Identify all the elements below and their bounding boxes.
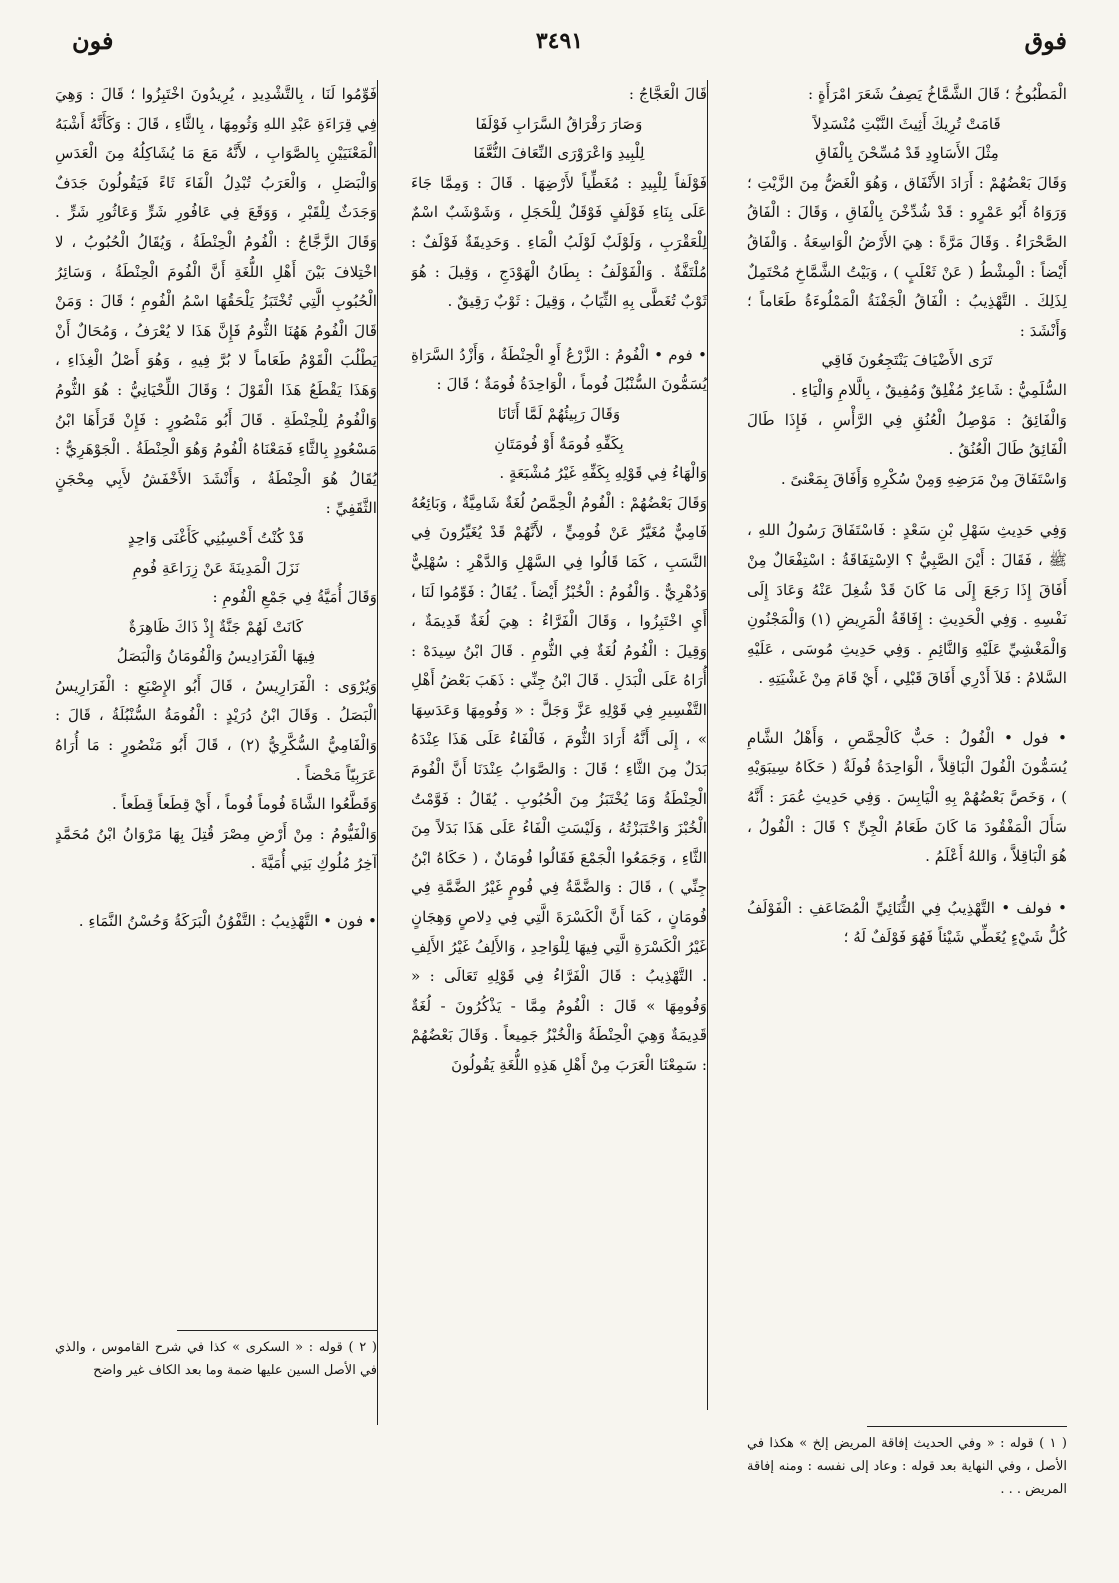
footnote-left: ( ٢ ) قوله : « السكرى » كذا في شرح القاموس ، والذي في الأصل السين عليها ضمة وما بعد الكاف غير واضح bbox=[55, 1340, 377, 1378]
column-left bbox=[55, 80, 377, 1290]
paragraph: وَفِي حَدِيثِ سَهْلِ بْنِ سَعْدٍ : فَاسْتَفَاقَ رَسُولُ اللهِ ، ﷺ ، فَقَالَ : أَيْنَ الصَّبِيُّ ؟ الاِسْتِفَاقَةُ : اسْتِفْعَالٌ مِنْ أَفَاقَ إِذَا رَجَعَ إِلَى مَا كَانَ قَدْ شُغِلَ عَنْهُ وَعَادَ إِلَى نَفْسِهِ . وَفِي الْحَدِيثِ : إِفَاقَةُ الْمَرِيضِ (١) وَالْمَجْنُونِ وَالْمَغْشِيِّ عَلَيْهِ وَالنَّائِمِ . وَفِي حَدِيثِ مُوسَى ، عَلَيْهِ السَّلامُ : فَلاَ أَدْرِي أَفَاقَ قَبْلِي ، أَيْ قَامَ مِنْ غَشْيَتِهِ . bbox=[747, 521, 1067, 688]
verse-line: فِيهَا الْفَرَادِيسُ وَالْفُومَانُ وَالْبَصَلُ bbox=[116, 647, 316, 666]
paragraph: وَيُرْوَى : الْفَرَارِيسُ ، قَالَ أَبُو الإِصْبَعِ : الْفَرَارِيسُ الْبَصَلُ . وَقَالَ ابْنُ دُرَيْدٍ : الْفُومَةُ السُّنْبُلَةُ ، قَالَ : وَالْفَامِيُّ السُّكَّرِيُّ (٢) ، قَالَ أَبُو مَنْصُورٍ : مَا أُرَاهُ عَرَبِيّاً مَحْضاً . bbox=[55, 676, 377, 784]
column-right bbox=[747, 80, 1067, 1410]
footnote-rule-right bbox=[867, 1426, 1067, 1427]
column-divider-left bbox=[377, 80, 378, 1425]
footnote-right: ( ١ ) قوله : « وفي الحديث إفاقة المريض إلخ » هكذا في الأصل ، وفي النهاية بعد قوله : وعاد إلى نفسه : ومنه إفاقة المريض . . . bbox=[747, 1436, 1067, 1497]
paragraph: الْمَطْبُوخُ ؛ قَالَ الشَّمَّاخُ يَصِفُ شَعَرَ امْرَأَةٍ : bbox=[807, 85, 1067, 103]
paragraph: وَقَطَّعُوا الشَّاةَ فُوماً فُوماً ، أَيْ قِطَعاً قِطَعاً . bbox=[112, 795, 377, 814]
verse-line: تَرَى الأَضْيَافَ يَنْتَجِعُونَ فَاقِي bbox=[821, 351, 993, 370]
page-number: ٣٤٩١ bbox=[535, 28, 584, 54]
verse-line: لِلْبِيدِ وَاعْرَوْرَى النِّعَافَ النُّعَّفَا bbox=[473, 144, 645, 163]
paragraph: وَالْهَاءُ فِي قَوْلِهِ بِكَفِّهِ غَيْرُ مُشْبَعَةٍ . bbox=[499, 464, 707, 483]
verse-line: بِكَفِّهِ فُومَةٌ أَوْ فُومَتَانِ bbox=[494, 434, 624, 453]
verse-line: قَدْ كُنْتُ أَحْسِبُنِي كَأَغْنَى وَاحِدٍ bbox=[127, 528, 305, 547]
verse-line: مِثْلَ الأَسَاوِدِ قَدْ مُسِّحْنَ بِالْفَاقِ bbox=[815, 144, 999, 163]
column-divider-right bbox=[707, 80, 708, 1410]
paragraph: وَقَالَ أُمَيَّةُ فِي جَمْعِ الْفُومِ : bbox=[212, 588, 377, 607]
verse-line: كَانَتْ لَهُمْ جَنَّةٌ إِذْ ذَاكَ ظَاهِرَةٌ bbox=[128, 617, 304, 636]
footnote-rule-left bbox=[177, 1330, 377, 1331]
entry-fwl: • فول • الْفُولُ : حَبٌّ كَالْحِمَّصِ ، وَأَهْلُ الشَّامِ يُسَمُّونَ الْفُولَ الْبَاقِلاَّ ، الْوَاحِدَةُ فُولَةٌ ( حَكَاهُ سِيبَوَيْهِ ) ، وَخَصَّ بَعْضُهُمْ بِهِ الْيَابِسَ . وَفِي حَدِيثِ عُمَرَ : أَنَّهُ سَأَلَ الْمَفْقُودَ مَا كَانَ طَعَامُ الْجِنِّ ؟ قَالَ : الْفُولُ ، هُوَ الْبَاقِلاَّ ، وَاللهُ أَعْلَمُ . bbox=[747, 728, 1067, 866]
paragraph: وَاسْتَفَاقَ مِنْ مَرَضِهِ وَمِنْ سُكْرِهِ وَأَفَاقَ بِمَعْنىً . bbox=[780, 469, 1067, 488]
paragraph: وَقَالَ بَعْضُهُمْ : أَرَادَ الأَنْفَاق ، وَهُوَ الْغَضُّ مِنَ الزَّيْتِ ؛ وَرَوَاهُ أَبُو عَمْرٍو : قَدْ شُدِّخْنَ بِالْفَاقِ ، وَقَالَ : الْفَاقُ الصَّحْرَاءُ . وَقَالَ مَرَّةً : هِيَ الأَرْضُ الْوَاسِعَةُ . وَالْفَاقُ أَيْضاً : الْمِشْطُ ( عَنْ ثَعْلَبٍ ) ، وَبَيْتُ الشَّمَّاخِ مُحْتَمِلٌ لِذَلِكَ . التَّهْذِيبُ : الْفَاقُ الْجَفْنَةُ الْمَمْلُوءَةُ طَعَاماً ؛ وَأَنْشَدَ : bbox=[747, 173, 1067, 340]
entry-fwn: • فون • التَّهْذِيبُ : التَّفْوُنُ الْبَرَكَةُ وَحُسْنُ النَّمَاءِ . bbox=[78, 912, 377, 931]
paragraph: وَالْفَيُّومُ : مِنْ أَرْضِ مِصْرَ قُتِلَ بِهَا مَرْوَانُ ابْنُ مُحَمَّدٍ آخِرُ مُلُوكِ بَنِي أُمَيَّةَ . bbox=[55, 824, 377, 873]
entry-fwlf: • فولف • التَّهْذِيبُ فِي الثُّنَائِيِّ الْمُضَاعَفِ : الْفَوْلَفُ كُلُّ شَيْءٍ يُغَطِّي شَيْئاً فَهُوَ فَوْلَفٌ لَهُ ؛ bbox=[747, 898, 1067, 947]
verse-line: نَزَلَ الْمَدِينَةَ عَنْ زِرَاعَةِ فُومِ bbox=[132, 558, 300, 577]
paragraph: قَالَ الْعَجَّاجُ : bbox=[628, 85, 707, 103]
paragraph: وَقَالَ بَعْضُهُمْ : الْفُومُ الْحِمَّصُ لُغَةٌ شَامِيَّةٌ ، وَبَائِعُهُ فَامِيٌّ مُغَيَّرٌ عَنْ فُومِيٍّ ، لأَنَّهُمْ قَدْ يُغَيِّرُونَ فِي النَّسَبِ ، كَمَا قَالُوا فِي السَّهْلِ وَالدَّهْرِ : سُهْلِيٌّ وَدُهْرِيٌّ . وَالْفُومُ : الْخُبْزُ أَيْضاً . يُقَالُ : فَوِّمُوا لَنَا ، أَيِ اخْتَبِزُوا ، وَقَالَ الْفَرَّاءُ : هِيَ لُغَةٌ قَدِيمَةٌ ، وَقِيلَ : الْفُومُ لُغَةٌ فِي الثُّومِ . قَالَ ابْنُ سِيدَهْ : أُرَاهُ عَلَى الْبَدَلِ . قَالَ ابْنُ جِنِّي : ذَهَبَ بَعْضُ أَهْلِ التَّفْسِيرِ فِي قَوْلِهِ عَزَّ وَجَلَّ : « وَفُومِهَا وَعَدَسِهَا » ، إِلَى أَنَّهُ أَرَادَ الثُّومَ ، فَالْفَاءُ عَلَى هَذَا عِنْدَهُ بَدَلٌ مِنَ الثَّاءِ ؛ قَالَ : وَالصَّوَابُ عِنْدَنَا أَنَّ الْفُومَ الْحِنْطَةُ وَمَا يُخْتَبَزُ مِنَ الْحُبُوبِ . يُقَالُ : فَوَّمْتُ الْخُبْزَ وَاخْتَبَزْتُهُ ، وَلَيْسَتِ الْفَاءُ عَلَى هَذَا بَدَلاً مِنَ الثَّاءِ ، وَجَمَعُوا الْجَمْعَ فَقَالُوا فُومَانٌ ، ( حَكَاهُ ابْنُ جِنِّي ) ، قَالَ : وَالضَّمَّةُ فِي فُومٍ غَيْرُ الضَّمَّةِ فِي فُومَانٍ ، كَمَا أَنَّ الْكَسْرَةَ الَّتِي فِي دِلاصٍ وَهِجَانٍ غَيْرُ الْكَسْرَةِ الَّتِي فِيهَا لِلْوَاحِدِ ، وَالأَلِفُ غَيْرُ الأَلِفِ . التَّهْذِيبُ : قَالَ الْفَرَّاءُ فِي قَوْلِهِ تَعَالَى : « وَفُومِهَا » قَالَ : الْفُومُ مِمَّا - يَذْكُرُونَ - لُغَةٌ قَدِيمَةٌ وَهِيَ الْحِنْطَةُ وَالْخُبْزُ جَمِيعاً . وَقَالَ بَعْضُهُمْ : سَمِعْنَا الْعَرَبَ مِنْ أَهْلِ هَذِهِ اللُّغَةِ يَقُولُونَ bbox=[411, 493, 707, 1074]
paragraph: فَوِّمُوا لَنَا ، بِالتَّشْدِيدِ ، يُرِيدُونَ اخْتَبِزُوا ؛ قَالَ : وَهِيَ فِي قِرَاءَةِ عَبْدِ اللهِ وَثُومِهَا ، بِالثَّاءِ ، قَالَ : وَكَأَنَّهُ أَشْبَهُ الْمَعْنَيَيْنِ بِالصَّوَابِ ، لأَنَّهُ مَعَ مَا يُشَاكِلُهُ مِنَ الْعَدَسِ وَالْبَصَلِ ، وَالْعَرَبُ تُبْدِلُ الْفَاءَ ثَاءً فَيَقُولُونَ جَدَفٌ وَجَدَثٌ لِلْقَبْرِ ، وَوَقَعَ فِي عَافُورِ شَرٍّ وَعَاثُورِ شَرٍّ . وَقَالَ الزَّجَّاجُ : الْفُومُ الْحِنْطَةُ ، وَيُقَالُ الْحُبُوبُ ، لا اخْتِلافَ بَيْنَ أَهْلِ اللُّغَةِ أَنَّ الْفُومَ الْحِنْطَةُ ، وَسَائِرُ الْحُبُوبِ الَّتِي تُخْتَبَزُ يَلْحَقُهَا اسْمُ الْفُومِ ؛ قَالَ : وَمَنْ قَالَ الْفُومُ هَهُنَا الثُّومُ فَإِنَّ هَذَا لا يُعْرَفُ ، وَمُحَالٌ أَنْ يَطْلُبَ الْقَوْمُ طَعَاماً لا بُرَّ فِيهِ ، وَهُوَ أَصْلُ الْغِذَاءِ ، وَهَذَا يَقْطَعُ هَذَا الْقَوْلَ ؛ وَقَالَ اللِّحْيَانِيُّ : هُوَ الثُّومُ وَالْفُومُ لِلْحِنْطَةِ . قَالَ أَبُو مَنْصُورٍ : فَإِنْ قَرَأَهَا ابْنُ مَسْعُودٍ بِالثَّاءِ فَمَعْنَاهُ الْفُومُ وَهُوَ الْحِنْطَةُ . الْجَوْهَرِيُّ : يُقَالُ هُوَ الْحِنْطَةُ ، وَأَنْشَدَ الأَخْفَشُ لأَبِي مِحْجَنٍ الثَّقَفِيِّ : bbox=[55, 85, 377, 518]
running-head-left: فون bbox=[72, 26, 114, 55]
paragraph: فَوْلَفاً لِلْبِيدِ : مُغَطِّياً لأَرْضِهَا . قَالَ : وَمِمَّا جَاءَ عَلَى بِنَاءِ فَوْلَفٍ فَوْقَلٌ لِلْحَجَلِ ، وَشَوْشَبٌ اسْمٌ لِلْعَقْرَبِ ، وَلَوْلَبٌ لَوْلَبُ الْمَاءِ . وَحَدِيقَةٌ فَوْلَفٌ : مُلْتَفَّةٌ . وَالْفَوْلَفُ : بِطَانُ الْهَوْدَجِ ، وَقِيلَ : هُوَ ثَوْبٌ تُغَطَّى بِهِ الثِّيَابُ ، وَقِيلَ : ثَوْبٌ رَقِيقٌ . bbox=[411, 173, 707, 311]
paragraph: السُّلَمِيُّ : شَاعِرٌ مُفْلِقٌ وَمُفِيقٌ ، بِالَّلامِ وَالْيَاءِ . bbox=[791, 380, 1067, 399]
verse-line: وَصَارَ رَقْرَاقُ السَّرَابِ فَوْلَفَا bbox=[475, 114, 643, 133]
verse-line: وَقَالَ رَبِيئُهُمْ لَمَّا أَتَانَا bbox=[497, 404, 621, 423]
paragraph: وَالْفَائِقُ : مَوْصِلُ الْعُنُقِ فِي الرَّأْسِ ، فَإِذَا طَالَ الْفَائِقُ طَالَ الْعُنُقُ . bbox=[747, 410, 1067, 459]
entry-fwm: • فوم • الْفُومُ : الزَّرْعُ أَوِ الْحِنْطَةُ ، وَأَزْدُ السَّرَاةِ يُسَمُّونَ السُّنْبُلَ فُوماً ، الْوَاحِدَةُ فُومَةٌ ؛ قَالَ : bbox=[411, 345, 707, 394]
running-head-right: فوق bbox=[1024, 26, 1067, 55]
verse-line: قَامَتْ تُرِيكَ أَثِيثَ النَّبْتِ مُنْسَدِلاً bbox=[813, 114, 1001, 133]
column-middle bbox=[411, 80, 707, 1520]
